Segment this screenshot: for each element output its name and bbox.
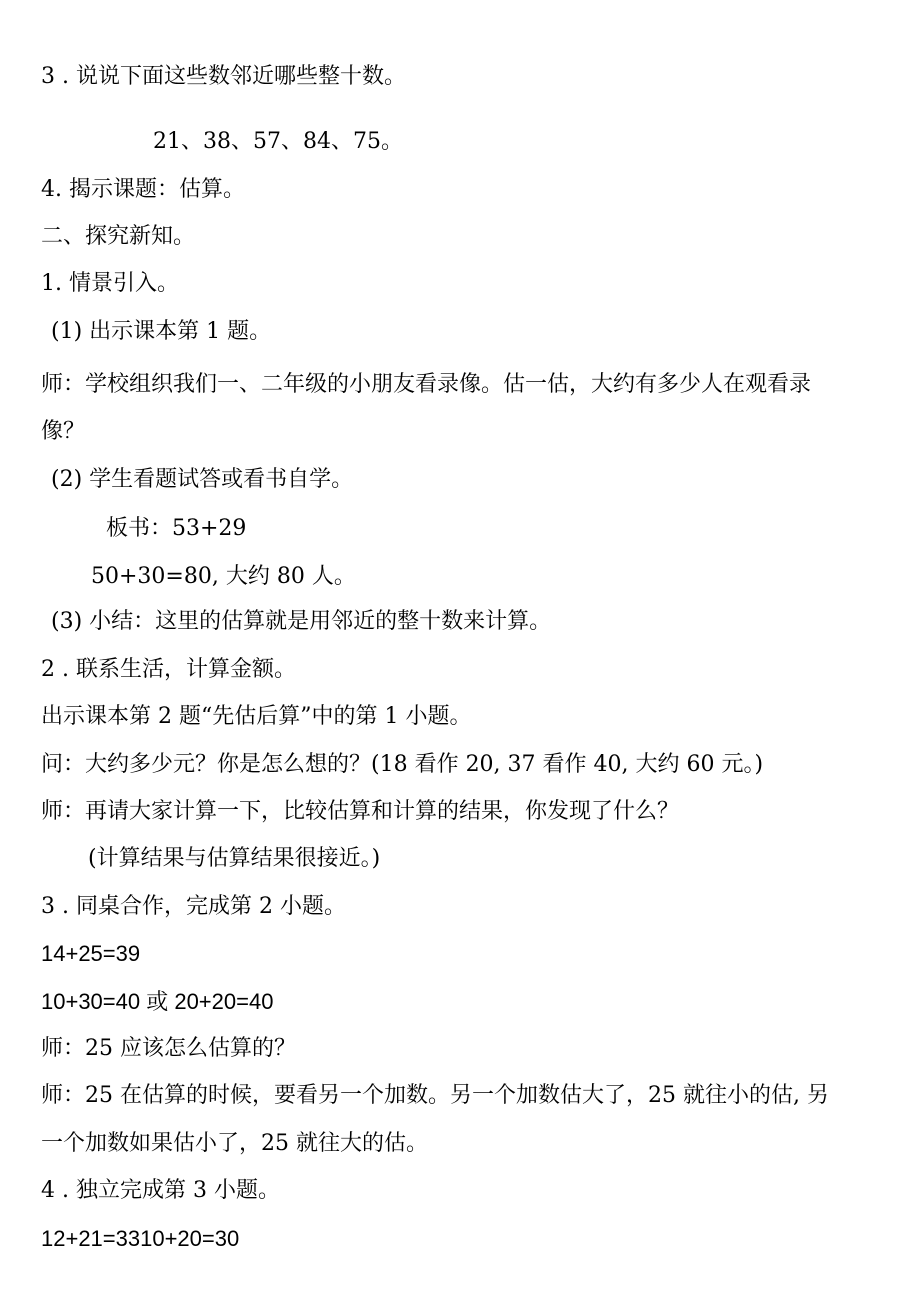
equation-3: 12+21=3310+20=30 xyxy=(41,1226,240,1251)
subsection-4: 4 . 独立完成第 3 小题。 xyxy=(41,1178,280,1203)
step-2: (2) 学生看题试答或看书自学。 xyxy=(51,467,354,492)
subsection-3: 3 . 同桌合作，完成第 2 小题。 xyxy=(41,894,346,919)
teacher-line-1-cont: 像？ xyxy=(41,419,86,444)
teacher-explanation-cont: 一个加数如果估小了，25 就往大的估。 xyxy=(41,1131,428,1156)
answer-note: (计算结果与估算结果很接近。) xyxy=(88,846,381,871)
board-note: 板书：53+29 xyxy=(106,516,247,541)
teacher-explanation: 师：25 在估算的时候，要看另一个加数。另一个加数估大了，25 就往小的估, 另 xyxy=(41,1083,829,1108)
teacher-line-2: 师：再请大家计算一下，比较估算和计算的结果，你发现了什么？ xyxy=(41,799,680,824)
teacher-question: 师：25 应该怎么估算的？ xyxy=(41,1036,296,1061)
board-result: 50+30=80, 大约 80 人。 xyxy=(91,564,356,589)
number-list: 21、38、57、84、75。 xyxy=(153,129,403,154)
section-heading: 二、探究新知。 xyxy=(41,224,196,249)
item-4-title: 4. 揭示课题：估算。 xyxy=(41,177,245,202)
subsection-1: 1. 情景引入。 xyxy=(41,271,179,296)
textbook-instruction: 出示课本第 2 题“先估后算”中的第 1 小题。 xyxy=(41,704,472,729)
step-3-summary: (3) 小结：这里的估算就是用邻近的整十数来计算。 xyxy=(51,609,552,634)
item-3-title: 3 . 说说下面这些数邻近哪些整十数。 xyxy=(41,64,406,89)
equation-2: 10+30=40 或 20+20=40 xyxy=(41,989,274,1014)
equation-1: 14+25=39 xyxy=(41,941,141,966)
teacher-line-1: 师：学校组织我们一、二年级的小朋友看录像。估一估，大约有多少人在观看录 xyxy=(41,372,812,397)
subsection-2: 2 . 联系生活，计算金额。 xyxy=(41,657,296,682)
question-line: 问：大约多少元？你是怎么想的？(18 看作 20, 37 看作 40, 大约 60 元。) xyxy=(41,752,764,777)
step-1: (1) 出示课本第 1 题。 xyxy=(51,319,272,344)
